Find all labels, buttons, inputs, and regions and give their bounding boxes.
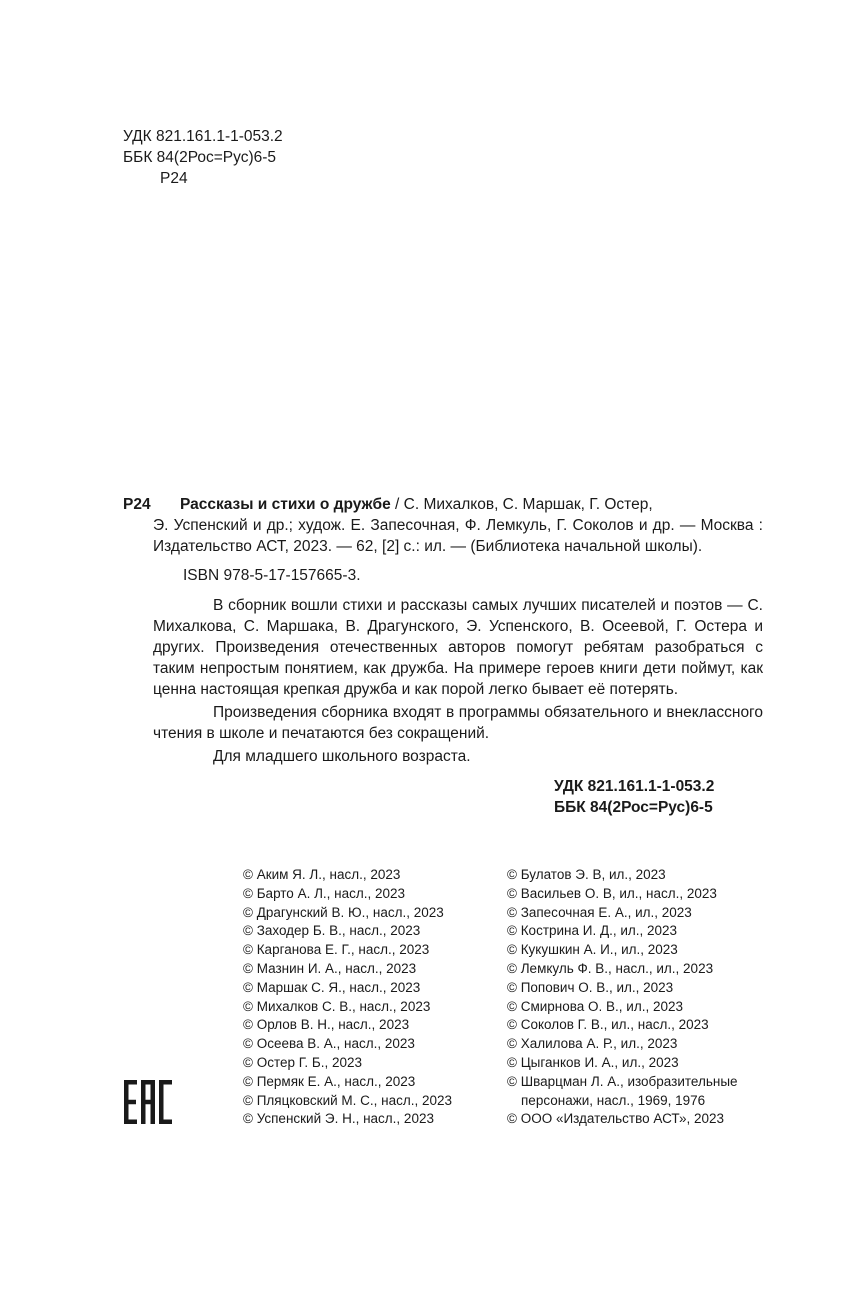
bbk-code: ББК 84(2Рос=Рус)6-5 bbox=[123, 149, 277, 166]
copyright-item: © Халилова А. Р., ил., 2023 bbox=[507, 1036, 678, 1052]
copyright-item: © Заходер Б. В., насл., 2023 bbox=[243, 923, 421, 939]
bbk-bold: ББК 84(2Рос=Рус)6-5 bbox=[554, 799, 713, 816]
entry-code: Р24 bbox=[123, 496, 151, 513]
copyright-item: © Остер Г. Б., 2023 bbox=[243, 1054, 363, 1070]
annotation-paragraph-3: Для младшего школьного возраста. bbox=[213, 748, 471, 765]
copyright-item: © Карганова Е. Г., насл., 2023 bbox=[243, 942, 430, 958]
bibliographic-continuation: Э. Успенский и др.; худож. Е. Запесочная, Ф. Лемкуль, Г. Соколов и др. — Москва : Издательство АСТ, 2023. — 62, [2] с.: ил. — (Библиотека начальной школы). bbox=[153, 517, 763, 555]
copyright-item: © Аким Я. Л., насл., 2023 bbox=[243, 867, 401, 882]
copyright-item: © Успенский Э. Н., насл., 2023 bbox=[243, 1111, 434, 1127]
copyright-item: © Соколов Г. В., ил., насл., 2023 bbox=[507, 1017, 709, 1033]
copyright-item-shvartsman bbox=[507, 1073, 738, 1111]
copyright-item: © Мазнин И. А., насл., 2023 bbox=[243, 960, 417, 976]
isbn: ISBN 978-5-17-157665-3. bbox=[183, 567, 361, 584]
copyright-item: © Михалков С. В., насл., 2023 bbox=[243, 998, 431, 1014]
copyright-item: © Драгунский В. Ю., насл., 2023 bbox=[243, 904, 444, 920]
copyright-item: © Кукушкин А. И., ил., 2023 bbox=[507, 942, 678, 958]
author-sign: Р24 bbox=[160, 170, 188, 187]
udk-code: УДК 821.161.1-1-053.2 bbox=[123, 128, 283, 145]
copyright-list-left bbox=[243, 866, 452, 1129]
authors-line: / С. Михалков, С. Маршак, Г. Остер, bbox=[390, 496, 653, 513]
copyright-item: © Маршак С. Я., насл., 2023 bbox=[243, 979, 421, 995]
copyright-line-continued: персонажи, насл., 1969, 1976 bbox=[521, 1092, 706, 1108]
copyright-item: © Васильев О. В, ил., насл., 2023 bbox=[507, 885, 717, 901]
copyright-item: © Лемкуль Ф. В., насл., ил., 2023 bbox=[507, 960, 714, 976]
copyright-item: © Запесочная Е. А., ил., 2023 bbox=[507, 904, 692, 920]
copyright-item: © Осеева В. А., насл., 2023 bbox=[243, 1036, 415, 1052]
bibliographic-description bbox=[123, 494, 763, 557]
copyright-item: © Смирнова О. В., ил., 2023 bbox=[507, 998, 683, 1014]
copyright-item: © Пермяк Е. А., насл., 2023 bbox=[243, 1073, 416, 1089]
copyright-list-right bbox=[507, 866, 738, 1129]
copyright-item: © Орлов В. Н., насл., 2023 bbox=[243, 1017, 410, 1033]
copyright-item: © Пляцковский М. С., насл., 2023 bbox=[243, 1092, 453, 1108]
bibliographic-entry bbox=[123, 494, 763, 818]
copyright-line: © Шварцман Л. А., изобразительные bbox=[507, 1073, 738, 1089]
annotation-paragraph-1: В сборник вошли стихи и рассказы самых лучших писателей и поэтов — С. Михалкова, С. Маршака, В. Драгунского, Э. Успенского, В. Осеевой, Г. Остера и других. Произведения отечественных авторов помогут ребятам разобраться с таким непростым понятием, как дружба. На примере героев книги дети поймут, как ценна настоящая крепкая дружба и как порой легко бывает её потерять. bbox=[153, 597, 763, 698]
copyright-item: © Кострина И. Д., ил., 2023 bbox=[507, 923, 678, 939]
book-title: Рассказы и стихи о дружбе bbox=[180, 496, 391, 513]
udk-bold: УДК 821.161.1-1-053.2 bbox=[554, 778, 715, 795]
copyright-item: © Цыганков И. А., ил., 2023 bbox=[507, 1054, 679, 1070]
copyright-item: © Булатов Э. В, ил., 2023 bbox=[507, 867, 666, 882]
classification-bold bbox=[123, 776, 763, 818]
copyright-publisher: © ООО «Издательство АСТ», 2023 bbox=[507, 1111, 725, 1127]
copyright-item: © Барто А. Л., насл., 2023 bbox=[243, 885, 406, 901]
eac-conformity-mark-icon bbox=[124, 1080, 172, 1124]
copyright-item: © Попович О. В., ил., 2023 bbox=[507, 979, 674, 995]
classification-block bbox=[123, 126, 283, 189]
annotation-paragraph-2: Произведения сборника входят в программы обязательного и внеклассного чтения в школе и печатаются без сокращений. bbox=[153, 704, 763, 742]
